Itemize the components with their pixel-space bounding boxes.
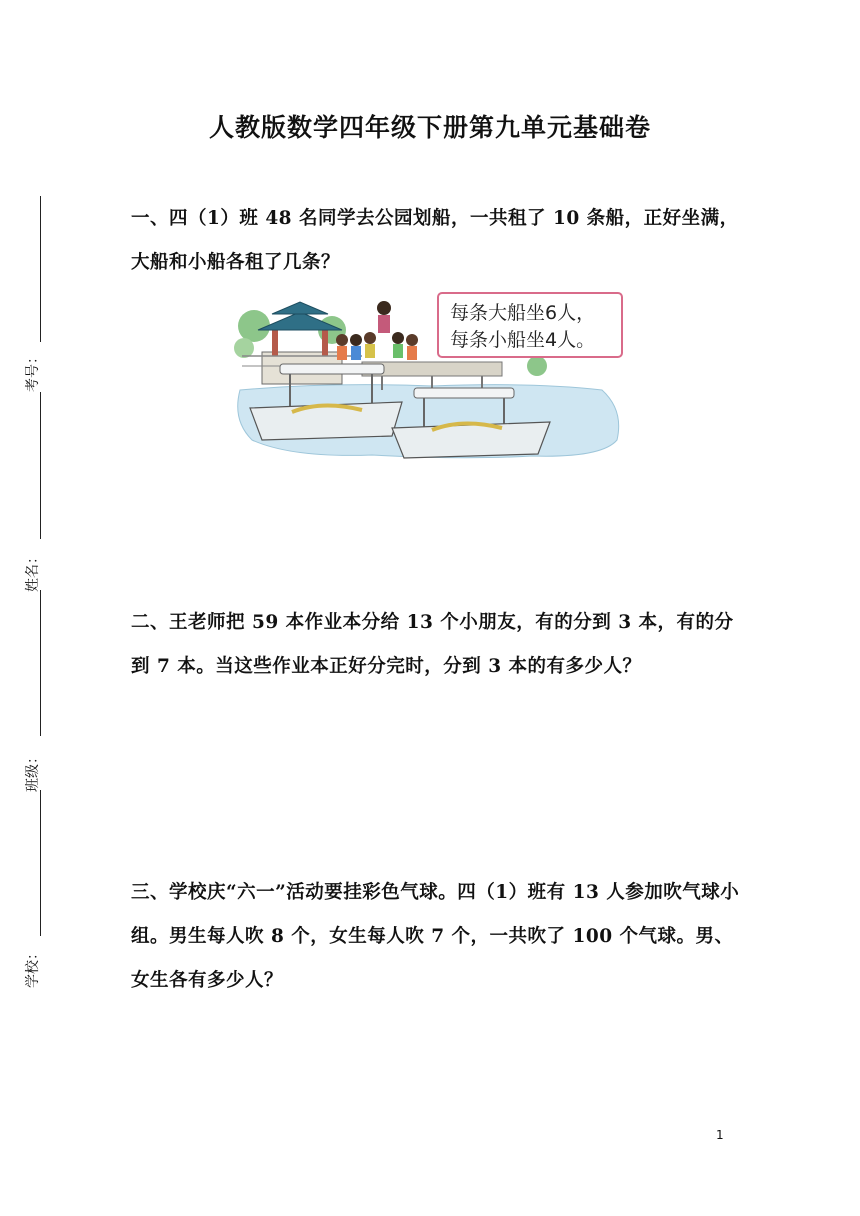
tree (238, 310, 270, 342)
tree (527, 356, 547, 376)
children-group (336, 301, 418, 360)
pavilion-roof (272, 302, 328, 314)
exam-number-label: 考号： (25, 350, 41, 392)
tree (234, 338, 254, 358)
margin-line (40, 590, 41, 736)
margin-line (40, 196, 41, 342)
pavilion-pillar (322, 328, 328, 356)
school-label: 学校： (25, 946, 41, 988)
question-1: 一、四（1）班 48 名同学去公园划船，一共租了 10 条船，正好坐满，大船和小船各租了几条？ (131, 208, 739, 273)
page-number: 1 (716, 1128, 724, 1142)
sign-line-1: 每条大船坐6人， (450, 302, 596, 324)
margin-line (40, 392, 41, 539)
question-2: 二、王老师把 59 本作业本分给 13 个小朋友，有的分到 3 本，有的分到 7 本。当这些作业本正好分完时，分到 3 本的有多少人？ (131, 612, 734, 677)
question-3: 三、学校庆“六一”活动要挂彩色气球。四（1）班有 13 人参加吹气球小组。男生每人吹 8 个，女生每人吹 7 个，一共吹了 100 个气球。男、女生各有多少人？ (131, 882, 740, 991)
page-title: 人教版数学四年级下册第九单元基础卷 (208, 113, 651, 142)
margin-line (40, 790, 41, 936)
class-label: 班级： (25, 750, 41, 792)
sign-line-2: 每条小船坐4人。 (450, 329, 596, 351)
name-label: 姓名： (25, 550, 41, 592)
boating-illustration (232, 290, 624, 462)
pavilion-pillar (272, 328, 278, 356)
